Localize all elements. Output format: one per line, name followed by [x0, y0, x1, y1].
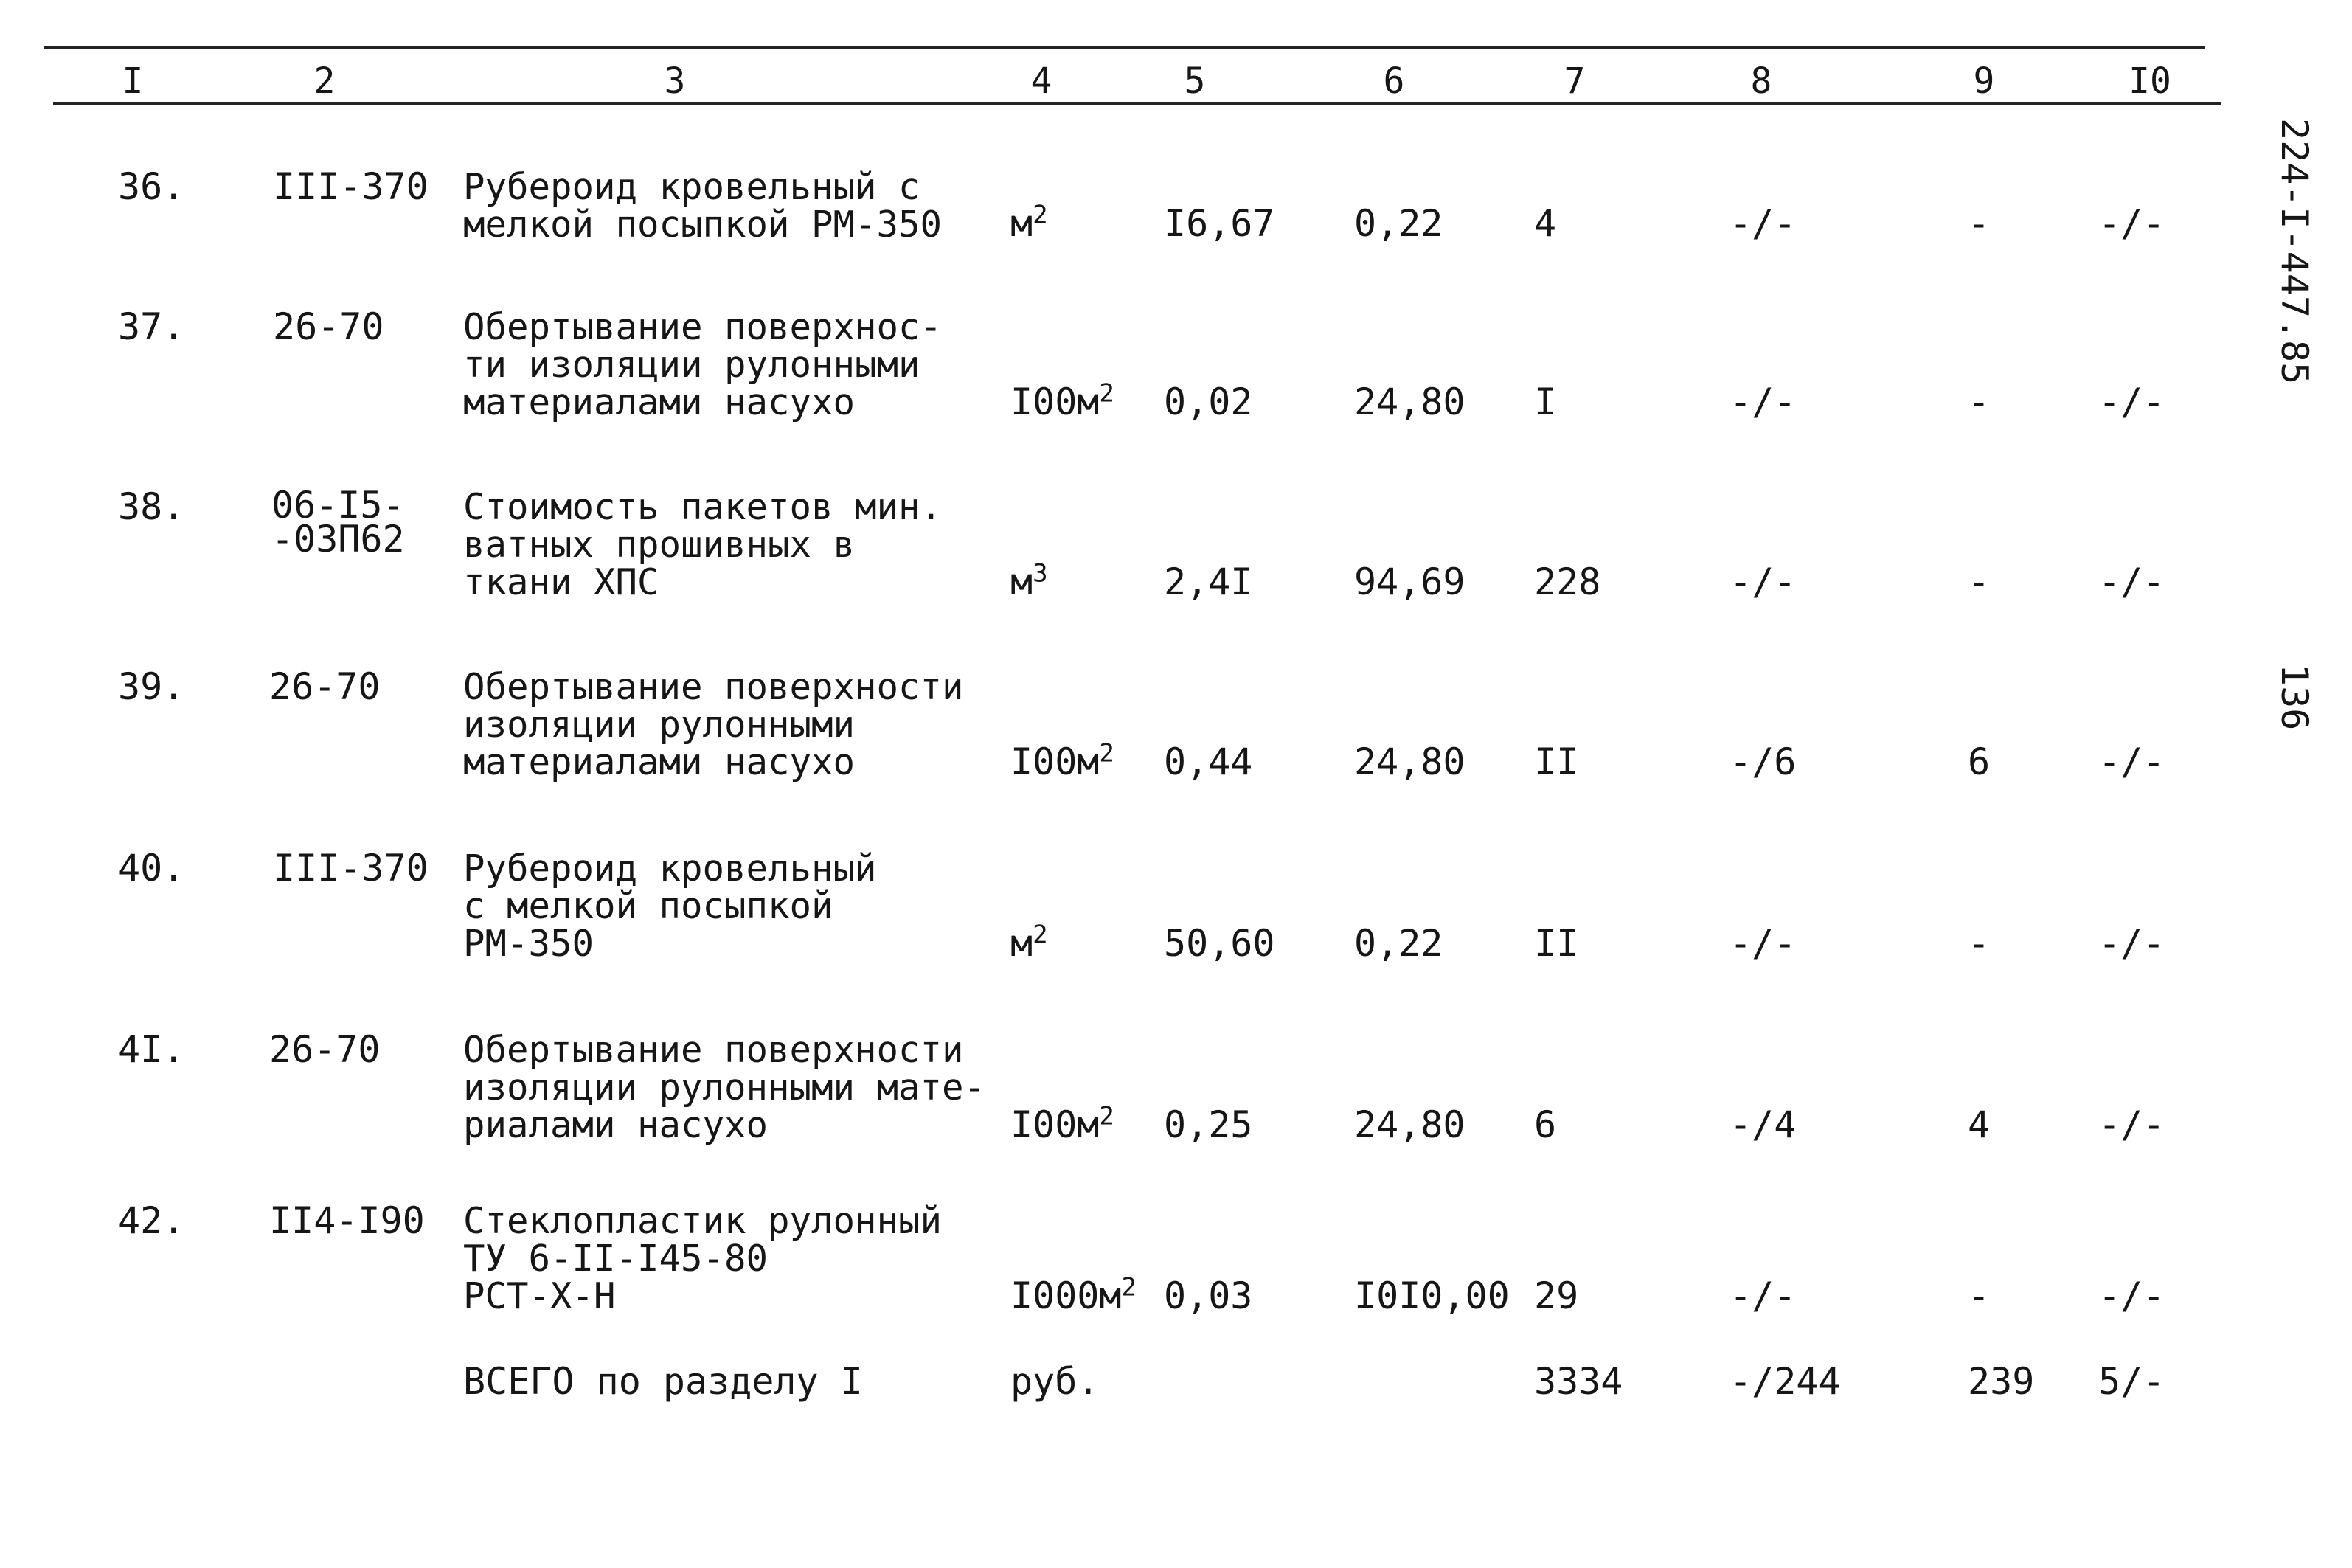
- row-code: 06-I5- -03П62: [271, 484, 405, 561]
- row-code: 26-70: [273, 305, 384, 348]
- row-unit: $I00м^2$: [1010, 1101, 1114, 1146]
- row-price: 0,22: [1354, 922, 1443, 965]
- row-unit: $м^2$: [1010, 920, 1048, 965]
- top-rule: [44, 46, 2205, 49]
- row-number: 40.: [118, 847, 185, 889]
- total-cost: 3334: [1534, 1360, 1623, 1403]
- row-unit: $I000м^2$: [1010, 1272, 1137, 1317]
- row-col10: -/-: [2098, 1274, 2165, 1317]
- row-code: 26-70: [269, 665, 381, 708]
- row-col10: -/-: [2098, 922, 2165, 965]
- row-cost: 29: [1534, 1274, 1579, 1317]
- header-col-8: 8: [1750, 60, 1772, 102]
- row-col9: 6: [1968, 740, 1991, 783]
- row-unit: $I00м^2$: [1010, 738, 1114, 783]
- row-col9: -: [1968, 381, 1991, 423]
- row-code: III-370: [273, 165, 429, 208]
- total-unit: руб.: [1010, 1360, 1100, 1403]
- row-col10: -/-: [2098, 202, 2165, 245]
- row-col10: -/-: [2098, 381, 2165, 423]
- header-col-9: 9: [1973, 60, 1995, 102]
- row-description: Рубероид кровельный с мелкой посыпкой РМ-350: [463, 847, 877, 965]
- row-unit: $I00м^2$: [1010, 378, 1114, 423]
- header-col-7: 7: [1564, 60, 1586, 102]
- row-description: Стеклопластик рулонный ТУ 6-II-I45-80 РСТ-Х-Н: [463, 1200, 943, 1317]
- header-col-6: 6: [1383, 60, 1405, 102]
- row-number: 39.: [118, 665, 185, 708]
- row-quantity: I6,67: [1164, 202, 1275, 245]
- header-col-3: 3: [664, 60, 686, 102]
- total-label: ВСЕГО по разделу I: [463, 1360, 863, 1403]
- row-quantity: 0,25: [1164, 1103, 1253, 1146]
- row-cost: I: [1534, 381, 1557, 423]
- row-col8: -/-: [1730, 1274, 1797, 1317]
- row-number: 38.: [118, 485, 185, 528]
- row-unit: $м^2$: [1010, 200, 1048, 245]
- row-col10: -/-: [2098, 1103, 2165, 1146]
- row-description: Стоимость пакетов мин. ватных прошивных в ткани ХПС: [463, 486, 943, 603]
- total-col8: -/244: [1730, 1360, 1841, 1403]
- row-unit: $м^3$: [1010, 558, 1048, 603]
- row-col9: 4: [1968, 1103, 1991, 1146]
- row-col9: -: [1968, 1274, 1991, 1317]
- header-rule: [53, 102, 2221, 105]
- row-col8: -/-: [1730, 381, 1797, 423]
- header-col-1: I: [122, 60, 144, 102]
- row-col8: -/4: [1730, 1103, 1797, 1146]
- row-description: Обертывание поверхности изоляции рулонными материалами насухо: [463, 666, 964, 783]
- row-description: Рубероид кровельный с мелкой посыпкой РМ-350: [463, 166, 943, 246]
- row-quantity: 0,02: [1164, 381, 1253, 423]
- row-quantity: 0,03: [1164, 1274, 1253, 1317]
- total-col9: 239: [1968, 1360, 2035, 1403]
- row-price: I0I0,00: [1354, 1274, 1510, 1317]
- document-number: 224-I-447.85: [2273, 118, 2316, 385]
- row-col10: -/-: [2098, 740, 2165, 783]
- row-description: Обертывание поверхнос- ти изоляции рулонными материалами насухо: [463, 306, 943, 423]
- row-col8: -/-: [1730, 202, 1797, 245]
- row-cost: 6: [1534, 1103, 1557, 1146]
- row-number: 37.: [118, 305, 185, 348]
- row-col9: -: [1968, 202, 1991, 245]
- row-col9: -: [1968, 922, 1991, 965]
- row-cost: II: [1534, 922, 1579, 965]
- total-col10: 5/-: [2098, 1360, 2165, 1403]
- row-col8: -/-: [1730, 561, 1797, 603]
- header-col-5: 5: [1184, 60, 1206, 102]
- row-cost: II: [1534, 740, 1579, 783]
- row-cost: 4: [1534, 202, 1557, 245]
- row-number: 4I.: [118, 1028, 185, 1071]
- row-col10: -/-: [2098, 561, 2165, 603]
- row-price: 24,80: [1354, 381, 1465, 423]
- row-quantity: 2,4I: [1164, 561, 1253, 603]
- row-quantity: 0,44: [1164, 740, 1253, 783]
- row-code: 26-70: [269, 1028, 381, 1071]
- header-col-10: I0: [2129, 60, 2171, 102]
- row-col9: -: [1968, 561, 1991, 603]
- page-number: 136: [2273, 664, 2316, 731]
- row-code: III-370: [273, 847, 429, 889]
- header-col-4: 4: [1030, 60, 1052, 102]
- row-cost: 228: [1534, 561, 1601, 603]
- row-price: 24,80: [1354, 740, 1465, 783]
- row-price: 24,80: [1354, 1103, 1465, 1146]
- row-price: 94,69: [1354, 561, 1465, 603]
- header-col-2: 2: [313, 60, 336, 102]
- row-quantity: 50,60: [1164, 922, 1275, 965]
- row-description: Обертывание поверхности изоляции рулонными мате- риалами насухо: [463, 1029, 986, 1146]
- row-col8: -/6: [1730, 740, 1797, 783]
- row-price: 0,22: [1354, 202, 1443, 245]
- row-code: II4-I90: [269, 1199, 425, 1242]
- row-number: 42.: [118, 1199, 185, 1242]
- row-col8: -/-: [1730, 922, 1797, 965]
- row-number: 36.: [118, 165, 185, 208]
